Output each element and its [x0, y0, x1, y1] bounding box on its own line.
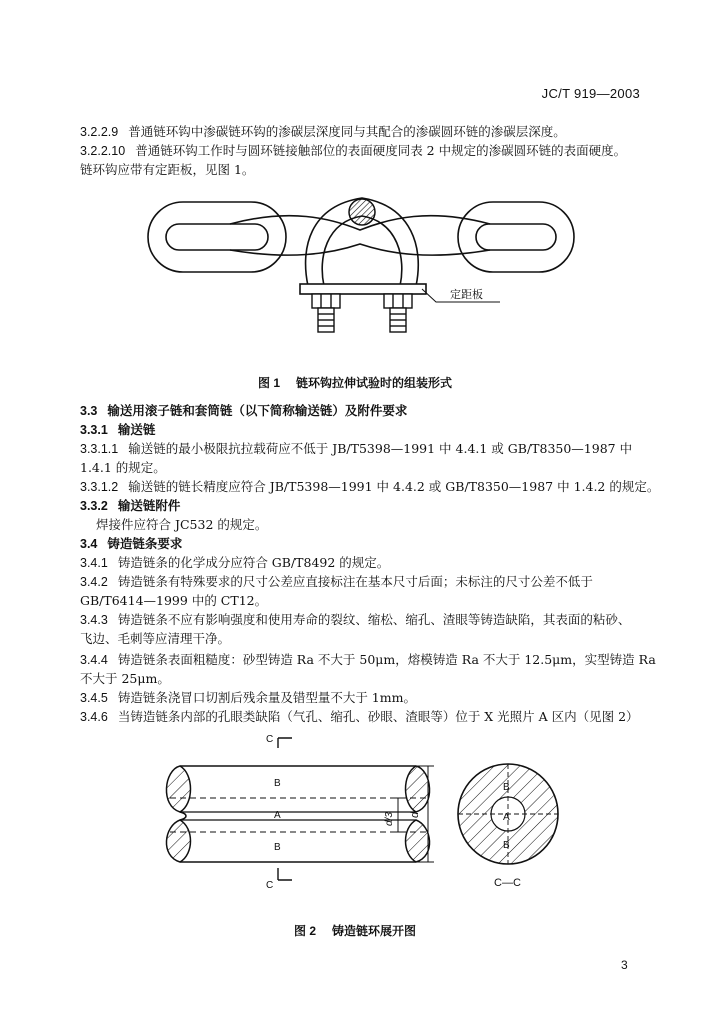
section-zone-b-bottom: B: [503, 840, 510, 851]
clause-3-4-2-cont: GB/T6414—1999 中的 CT12。: [80, 593, 268, 608]
left-chain-link: [148, 202, 286, 272]
clause-3-2-2-10: [80, 141, 640, 161]
clause-3-4-6: 3.4.6 当铸造链条内部的孔眼类缺陷（气孔、缩孔、砂眼、渣眼等）位于 X 光照片 A 区内（见图 2）: [80, 709, 639, 724]
right-end-top: [406, 766, 430, 812]
clause-text: 普通链环钩工作时与圆环链接触部位的表面硬度同表 2 中规定的渗碳圆环链的表面硬度。: [135, 143, 627, 158]
figure-2-cast-chain-link-development: [150, 728, 570, 898]
clause-3-4-2: 3.4.2 铸造链条有特殊要求的尺寸公差应直接标注在基本尺寸后面；未标注的尺寸公差不低于: [80, 574, 593, 589]
dim-d: d: [409, 811, 421, 818]
dim-d-third: d/3: [384, 812, 395, 826]
clause-3-4-3-cont: 飞边、毛刺等应清理干净。: [80, 631, 231, 646]
clause-3-3-1: 3.3.1 输送链: [80, 422, 156, 437]
left-end-top: [166, 766, 190, 812]
clause-3-3-2-body: 焊接件应符合 JC532 的规定。: [96, 517, 268, 532]
right-end-bottom: [406, 820, 430, 862]
clause-3-3-1-1-cont: 1.4.1 的规定。: [80, 460, 166, 475]
clause-3-4-5: 3.4.5 铸造链条浇冒口切割后残余量及错型量不大于 1mm。: [80, 690, 416, 705]
clause-3-3: 3.3 输送用滚子链和套筒链（以下简称输送链）及附件要求: [80, 403, 408, 418]
figure-1-chain-hook-assembly: [140, 188, 580, 348]
left-end-bottom: [166, 820, 190, 862]
clause-number: 3.2.2.9: [80, 125, 119, 139]
spacing-plate: [300, 284, 426, 294]
clause-3-3-2: 3.3.2 输送链附件: [80, 498, 181, 513]
clause-3-3-1-2: 3.3.1.2 输送链的链长精度应符合 JB/T5398—1991 中 4.4.2 或 GB/T8350—1987 中 1.4.2 的规定。: [80, 479, 660, 494]
section-zone-b-top: B: [503, 782, 510, 793]
figure-1-caption: 图 1 链环钩拉伸试验时的组装形式: [257, 376, 453, 390]
zone-a: A: [274, 810, 281, 821]
section-mark-bottom: C: [266, 880, 274, 891]
zone-b-upper: B: [274, 778, 281, 789]
standard-code: JC/T 919—2003: [541, 86, 640, 101]
zone-b-lower: B: [274, 842, 281, 853]
spacing-plate-label: 定距板: [450, 289, 483, 301]
clause-3-2-2-10-cont: [80, 160, 640, 179]
clause-number: 3.2.2.10: [80, 144, 126, 158]
section-mark-top: C: [266, 734, 274, 745]
clause-3-4: 3.4 铸造链条要求: [80, 536, 183, 551]
clause-3-3-1-1: 3.3.1.1 输送链的最小极限抗拉载荷应不低于 JB/T5398—1991 中 4.4.1 或 GB/T8350—1987 中: [80, 441, 633, 456]
clause-3-4-4: 3.4.4 铸造链条表面粗糙度：砂型铸造 Ra 不大于 50μm，熔模铸造 Ra 不大于 12.5μm，实型铸造 Ra: [80, 652, 656, 667]
hook-section: [349, 199, 375, 225]
clause-3-2-2-9: [80, 122, 640, 142]
clause-text: 链环钩应带有定距板，见图 1。: [80, 162, 255, 177]
section-view-label: C—C: [494, 877, 521, 889]
section-zone-a: A: [503, 812, 510, 823]
clause-3-4-4-cont: 不大于 25μm。: [80, 671, 170, 686]
clause-3-4-1: 3.4.1 铸造链条的化学成分应符合 GB/T8492 的规定。: [80, 555, 390, 570]
figure-2-caption: 图 2 铸造链环展开图: [293, 924, 417, 938]
clause-text: 普通链环钩中渗碳链环钩的渗碳层深度同与其配合的渗碳圆环链的渗碳层深度。: [128, 124, 566, 139]
page-number: 3: [621, 958, 628, 972]
clause-3-4-3: 3.4.3 铸造链条不应有影响强度和使用寿命的裂纹、缩松、缩孔、渣眼等铸造缺陷，其表面的粘砂、: [80, 612, 631, 627]
